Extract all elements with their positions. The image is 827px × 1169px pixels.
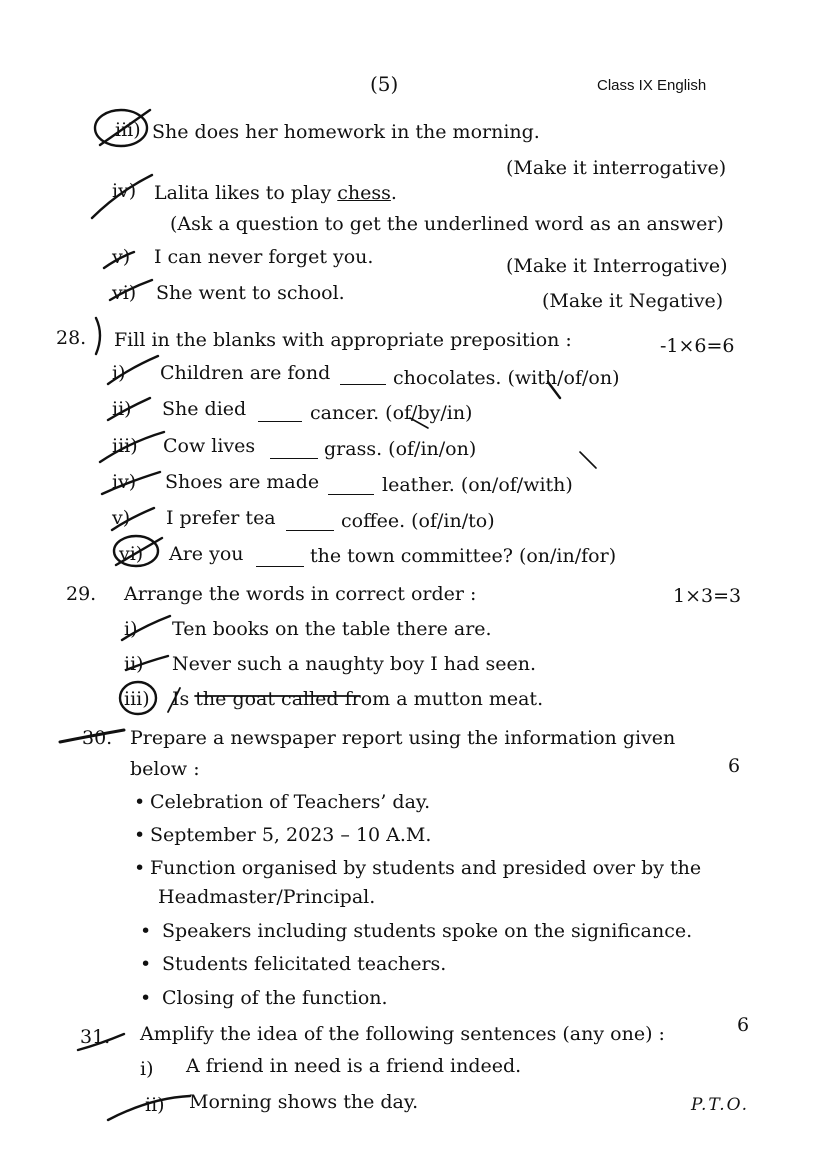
q27-item-vi-num: vi): [112, 282, 137, 304]
bullet-icon: •: [140, 920, 152, 942]
bullet-icon: •: [140, 987, 152, 1009]
q27-item-vi-instruction: (Make it Negative): [542, 290, 724, 312]
q28-item-v-before: I prefer tea: [166, 507, 276, 529]
q31-item-i-num: i): [140, 1058, 154, 1080]
blank-line: [258, 405, 302, 422]
q29-number: 29.: [66, 583, 97, 605]
tick-mark-icon: [580, 452, 596, 468]
blank-line: [286, 514, 334, 531]
q27-item-iv-text: Lalita likes to play: [154, 182, 338, 204]
q28-item-v-after: coffee. (of/in/to): [341, 510, 495, 532]
q28-item-vi-num: vi): [119, 543, 144, 565]
q31-item-i-text: A friend in need is a friend indeed.: [186, 1055, 522, 1077]
blank-line: [340, 368, 386, 385]
q27-item-iii-text: She does her homework in the morning.: [152, 121, 540, 143]
q27-item-v-num: v): [112, 246, 131, 268]
pto-label: P.T.O.: [691, 1095, 749, 1115]
bullet-icon: •: [134, 791, 146, 813]
q27-item-vi-text: She went to school.: [156, 282, 345, 304]
q31-number: 31.: [80, 1026, 111, 1048]
q31-item-ii-text: Morning shows the day.: [189, 1091, 419, 1113]
q28-item-ii-after: cancer. (of/by/in): [310, 402, 473, 424]
q28-item-iv-num: iv): [112, 471, 137, 493]
q28-item-iii-num: iii): [112, 435, 138, 457]
q28-item-i-num: i): [112, 362, 126, 384]
q28-item-i-after: chocolates. (with/of/on): [393, 367, 620, 389]
q29-title: Arrange the words in correct order :: [124, 583, 477, 605]
q31-title: Amplify the idea of the following sentences (any one) :: [140, 1023, 665, 1045]
q30-number: 30.: [82, 727, 113, 749]
bracket-mark-icon: [96, 318, 100, 354]
blank-line: [270, 442, 318, 459]
q30-title-line1: Prepare a newspaper report using the information given: [130, 727, 676, 749]
q27-item-iv-sentence: [154, 182, 397, 204]
q28-item-ii-num: ii): [112, 398, 132, 420]
q28-item-iii-before: Cow lives: [163, 435, 256, 457]
q29-item-ii-text: Never such a naughty boy I had seen.: [172, 653, 537, 675]
q27-item-iii-instruction: (Make it interrogative): [506, 157, 727, 179]
q30-title-line2: below :: [130, 758, 200, 780]
q31-item-ii-num: ii): [145, 1094, 165, 1116]
q30-bullet-3: Function organised by students and presided over by the: [150, 857, 702, 879]
q30-marks: 6: [728, 755, 741, 777]
q28-item-iii-after: grass. (of/in/on): [324, 438, 477, 460]
blank-line: [256, 550, 304, 567]
q27-item-iv-period: .: [390, 182, 397, 204]
underlined-word: chess: [337, 182, 391, 204]
q28-number: 28.: [56, 327, 87, 349]
q28-item-vi-after: the town committee? (on/in/for): [310, 545, 617, 567]
q28-item-vi-before: Are you: [169, 543, 244, 565]
q29-item-ii-num: ii): [124, 653, 144, 675]
blank-line: [328, 478, 374, 495]
q28-item-iv-after: leather. (on/of/with): [382, 474, 573, 496]
q30-bullet-6: Closing of the function.: [162, 987, 388, 1009]
q29-item-i-text: Ten books on the table there are.: [172, 618, 492, 640]
q30-bullet-4: Speakers including students spoke on the significance.: [162, 920, 693, 942]
q29-item-i-num: i): [124, 618, 138, 640]
q28-title: Fill in the blanks with appropriate preposition :: [114, 329, 572, 351]
q30-bullet-2: September 5, 2023 – 10 A.M.: [150, 824, 432, 846]
q29-item-iii-num: iii): [124, 688, 150, 710]
q31-marks: 6: [737, 1014, 750, 1036]
bullet-icon: •: [134, 824, 146, 846]
q28-item-iv-before: Shoes are made: [165, 471, 320, 493]
q28-marks: -1×6=6: [660, 335, 735, 357]
q27-item-v-text: I can never forget you.: [154, 246, 374, 268]
q28-item-i-before: Children are fond: [160, 362, 331, 384]
q29-marks: 1×3=3: [673, 585, 742, 607]
bullet-icon: •: [140, 953, 152, 975]
q28-item-v-num: v): [112, 507, 131, 529]
q28-item-ii-before: She died: [162, 398, 247, 420]
class-label: Class IX English: [597, 77, 707, 94]
bullet-icon: •: [134, 857, 146, 879]
q27-item-iii-num: iii): [115, 119, 141, 141]
q30-bullet-3-cont: Headmaster/Principal.: [158, 886, 376, 908]
q30-bullet-5: Students felicitated teachers.: [162, 953, 447, 975]
q29-item-iii-text: Is the goat called from a mutton meat.: [172, 688, 544, 710]
q27-item-v-instruction: (Make it Interrogative): [506, 255, 728, 277]
q27-item-iv-num: iv): [112, 180, 137, 202]
q27-item-iv-instruction: (Ask a question to get the underlined word as an answer): [170, 213, 724, 235]
q30-bullet-1: Celebration of Teachers’ day.: [150, 791, 431, 813]
page-number: (5): [370, 72, 399, 96]
